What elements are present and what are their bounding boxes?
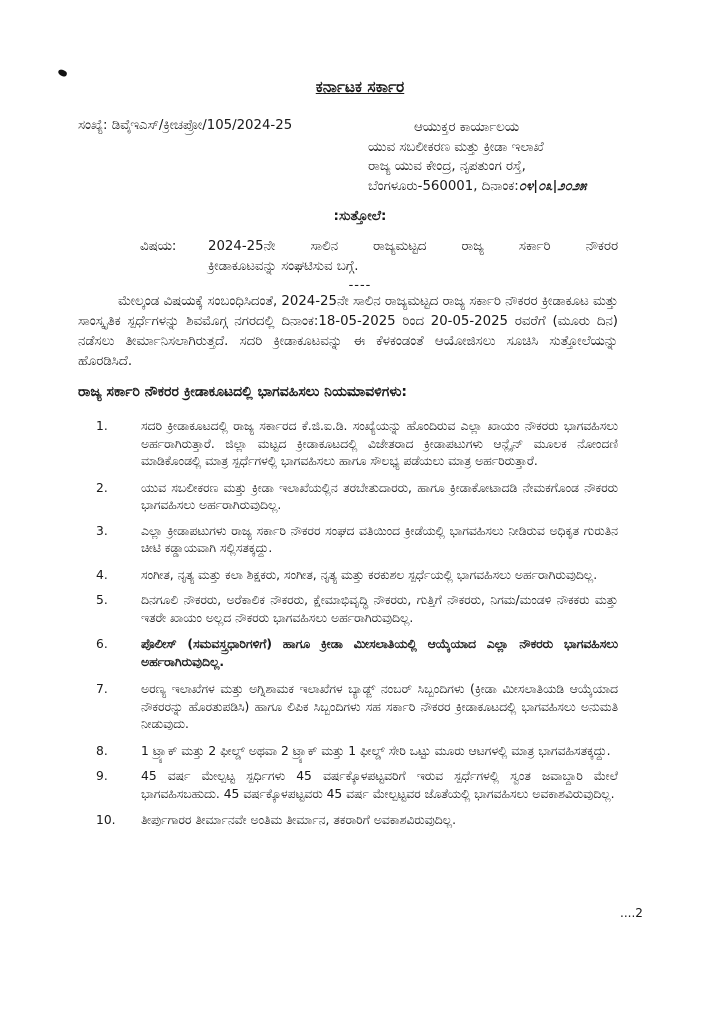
rule-item: [78, 523, 618, 558]
intro-paragraph: ಮೇಲ್ಕಂಡ ವಿಷಯಕ್ಕೆ ಸಂಬಂಧಿಸಿದಂತೆ, 2024-25ನೇ ಸಾಲಿನ ರಾಜ್ಯಮಟ್ಟದ ರಾಜ್ಯ ಸರ್ಕಾರಿ ನೌಕರರ ಕ್ರೀಡಾಕೂಟ ಮತ್ತು ಸಾಂಸ್ಕೃತಿಕ ಸ್ಪರ್ಧೆಗಳನ್ನು ಶಿವಮೊಗ್ಗ ನಗರದಲ್ಲಿ ದಿನಾಂಕ:18-05-2025 ರಿಂದ 20-05-2025 ರವರೆಗೆ (ಮೂರು ದಿನ) ನಡೆಸಲು ತೀರ್ಮಾನಿಸಲಾಗಿರುತ್ತದೆ. ಸದರಿ ಕ್ರೀಡಾಕೂಟವನ್ನು ಈ ಕೆಳಕಂಡಂತೆ ಆಯೋಜಿಸಲು ಸೂಚಿಸಿ ಸುತ್ತೋಲೆಯನ್ನು ಹೊರಡಿಸಿದೆ.: [78, 294, 618, 369]
rule-number: 6.: [96, 637, 108, 651]
rule-item: [78, 743, 618, 761]
government-title: ಕರ್ನಾಟಕ ಸರ್ಕಾರ: [315, 78, 405, 96]
rule-item: [78, 681, 618, 734]
rule-text: 45 ವರ್ಷ ಮೇಲ್ಪಟ್ಟ ಸ್ಪರ್ಧಿಗಳು 45 ವರ್ಷಕ್ಕೊಳಪಟ್ಟವರಿಗೆ ಇರುವ ಸ್ಪರ್ಧೆಗಳಲ್ಲಿ ಸ್ವಂತ ಜವಾಬ್ದಾರಿ ಮೇಲೆ ಭಾಗವಹಿಸಬಹುದು. 45 ವರ್ಷಕ್ಕೊಳಪಟ್ಟವರು 45 ವರ್ಷ ಮೇಲ್ಪಟ್ಟವರ ಜೊತೆಯಲ್ಲಿ ಭಾಗವಹಿಸಲು ಅವಕಾಶವಿರುವುದಿಲ್ಲ.: [141, 769, 618, 801]
rule-text: ಯುವ ಸಬಲೀಕರಣ ಮತ್ತು ಕ್ರೀಡಾ ಇಲಾಖೆಯಲ್ಲಿನ ತರಬೇತುದಾರರು, ಹಾಗೂ ಕ್ರೀಡಾಕೋಟಾದಡಿ ನೇಮಕಗೊಂಡ ನೌಕರರು ಭಾಗವಹಿಸಲು ಅರ್ಹರಾಗಿರುವುದಿಲ್ಲ.: [141, 480, 618, 512]
rule-number: 1.: [96, 419, 108, 433]
rule-number: 9.: [96, 769, 108, 783]
rule-text: ಅರಣ್ಯ ಇಲಾಖೆಗಳ ಮತ್ತು ಅಗ್ನಿಶಾಮಕ ಇಲಾಖೆಗಳ ಬ್ಯಾಡ್ಜ್ ನಂಬರ್ ಸಿಬ್ಬಂದಿಗಳು (ಕ್ರೀಡಾ ಮೀಸಲಾತಿಯಡಿ ಆಯ್ಕೆಯಾದ ನೌಕರರನ್ನು ಹೊರತುಪಡಿಸಿ) ಹಾಗೂ ಲಿಪಿಕ ಸಿಬ್ಬಂದಿಗಳು ಸಹ ಸರ್ಕಾರಿ ನೌಕರರ ಕ್ರೀಡಾಕೂಟದಲ್ಲಿ ಭಾಗವಹಿಸಲು ಅನುಮತಿ ನೀಡುವುದು.: [141, 682, 618, 731]
separator: ----: [348, 278, 372, 293]
rule-text: 1 ಟ್ರ್ಯಾಕ್ ಮತ್ತು 2 ಫೀಲ್ಡ್ ಅಥವಾ 2 ಟ್ರ್ಯಾಕ್ ಮತ್ತು 1 ಫೀಲ್ಡ್ ಸೇರಿ ಒಟ್ಟು ಮೂರು ಆಟಗಳಲ್ಲಿ ಮಾತ್ರ ಭಾಗವಹಿಸತಕ್ಕದ್ದು.: [141, 743, 611, 758]
ink-mark: [57, 69, 68, 78]
rule-number: 3.: [96, 523, 108, 538]
rule-text: ಎಲ್ಲಾ ಕ್ರೀಡಾಪಟುಗಳು ರಾಜ್ಯ ಸರ್ಕಾರಿ ನೌಕರರ ಸಂಘದ ವತಿಯಿಂದ ಕ್ರೀಡೆಯಲ್ಲಿ ಭಾಗವಹಿಸಲು ನೀಡಿರುವ ಅಧಿಕೃತ ಗುರುತಿನ ಚೀಟಿ ಕಡ್ಡಾಯವಾಗಿ ಸಲ್ಲಿಸತಕ್ಕದ್ದು.: [141, 523, 618, 555]
rule-number: 7.: [96, 682, 108, 696]
page-number: ....2: [620, 906, 643, 920]
circular-heading: :ಸುತ್ತೋಲೆ:: [333, 208, 387, 224]
rule-number: 10.: [96, 813, 116, 827]
rule-item: [78, 418, 618, 471]
office-address: [368, 118, 586, 196]
subject-label: ವಿಷಯ:: [140, 239, 177, 254]
rule-item: [78, 768, 618, 803]
rule-text: ಪೊಲೀಸ್ (ಸಮವಸ್ತ್ರಧಾರಿಗಳಿಗೆ) ಹಾಗೂ ಕ್ರೀಡಾ ಮೀಸಲಾತಿಯಲ್ಲಿ ಆಯ್ಕೆಯಾದ ಎಲ್ಲಾ ನೌಕರರು ಭಾಗವಹಿಸಲು ಅರ್ಹರಾಗಿರುವುದಿಲ್ಲ.: [141, 637, 618, 669]
rules-heading: ರಾಜ್ಯ ಸರ್ಕಾರಿ ನೌಕರರ ಕ್ರೀಡಾಕೂಟದಲ್ಲಿ ಭಾಗವಹಿಸಲು ನಿಯಮಾವಳಿಗಳು:: [78, 384, 408, 400]
handwritten-date: ೦೪|೦೩|೨೦೨೫: [518, 178, 587, 194]
rule-item: [78, 567, 618, 585]
rule-text: ಸದರಿ ಕ್ರೀಡಾಕೂಟದಲ್ಲಿ ರಾಜ್ಯ ಸರ್ಕಾರದ ಕೆ.ಜಿ.ಐ.ಡಿ. ಸಂಖ್ಯೆಯನ್ನು ಹೊಂದಿರುವ ಎಲ್ಲಾ ಖಾಯಂ ನೌಕರರು ಭಾಗವಹಿಸಲು ಅರ್ಹರಾಗಿರುತ್ತಾರೆ. ಜಿಲ್ಲಾ ಮಟ್ಟದ ಕ್ರೀಡಾಕೂಟದಲ್ಲಿ ವಿಜೇತರಾದ ಕ್ರೀಡಾಪಟುಗಳು ಆನ್ಲೈನ್ ಮೂಲಕ ನೋಂದಣಿ ಮಾಡಿಕೊಂಡಲ್ಲಿ ಮಾತ್ರ ಸ್ಪರ್ಧೆಗಳಲ್ಲಿ ಭಾಗವಹಿಸಲು ಹಾಗೂ ಸೌಲಭ್ಯ ಪಡೆಯಲು ಮಾತ್ರ ಅರ್ಹರಿರುತ್ತಾರೆ.: [141, 419, 618, 468]
date-prefix: ಬೆಂಗಳೂರು-560001, ದಿನಾಂಕ:: [368, 178, 519, 194]
rule-text: ಸಂಗೀತ, ನೃತ್ಯ ಮತ್ತು ಕಲಾ ಶಿಕ್ಷಕರು, ಸಂಗೀತ, ನೃತ್ಯ ಮತ್ತು ಕರಕುಶಲ ಸ್ಪರ್ಧೆಯಲ್ಲಿ ಭಾಗವಹಿಸಲು ಅರ್ಹರಾಗಿರುವುದಿಲ್ಲ.: [141, 567, 598, 582]
office-line: ಯುವ ಸಬಲೀಕರಣ ಮತ್ತು ಕ್ರೀಡಾ ಇಲಾಖೆ: [368, 139, 544, 155]
office-line: ಆಯುಕ್ತರ ಕಾರ್ಯಾಲಯ: [414, 120, 519, 135]
subject-line: ಕ್ರೀಡಾಕೂಟವನ್ನು ಸಂಘಟಿಸುವ ಬಗ್ಗೆ.: [208, 259, 359, 274]
rules-list: [78, 418, 618, 830]
rule-item: [78, 480, 618, 515]
rule-text: ದಿನಗೂಲಿ ನೌಕರರು, ಅರೆಕಾಲಿಕ ನೌಕರರು, ಕ್ಷೇಮಾಭಿವೃದ್ಧಿ ನೌಕರರು, ಗುತ್ತಿಗೆ ನೌಕರರು, ನಿಗಮ/ಮಂಡಳಿ ನೌಕಕರು ಮತ್ತು ಇತರೇ ಖಾಯಂ ಅಲ್ಲದ ನೌಕರರು ಭಾಗವಹಿಸಲು ಅರ್ಹರಾಗಿರುವುದಿಲ್ಲ.: [141, 593, 618, 625]
rule-number: 2.: [96, 480, 108, 495]
rule-number: 4.: [96, 567, 108, 582]
rule-number: 5.: [96, 593, 108, 607]
rule-item: [78, 592, 618, 627]
rule-text: ತೀರ್ಪುಗಾರರ ತೀರ್ಮಾನವೇ ಅಂತಿಮ ತೀರ್ಮಾನ, ತಕರಾರಿಗೆ ಅವಕಾಶವಿರುವುದಿಲ್ಲ.: [141, 813, 456, 827]
rule-item: [78, 812, 618, 830]
office-line: ರಾಜ್ಯ ಯುವ ಕೇಂದ್ರ, ನೃಪತುಂಗ ರಸ್ತೆ,: [368, 159, 526, 174]
subject-line: 2024-25ನೇ ಸಾಲಿನ ರಾಜ್ಯಮಟ್ಟದ ರಾಜ್ಯ ಸರ್ಕಾರಿ ನೌಕರರ: [208, 239, 618, 254]
reference-number: ಸಂಖ್ಯೆ: ಡಿವೈಇಎಸ್/ಕ್ರೀಚಪ್ರೋ/105/2024-25: [78, 118, 293, 133]
rule-item: [78, 636, 618, 671]
rule-number: 8.: [96, 743, 108, 758]
subject-block: [140, 237, 618, 277]
place-date-line: [368, 177, 586, 197]
